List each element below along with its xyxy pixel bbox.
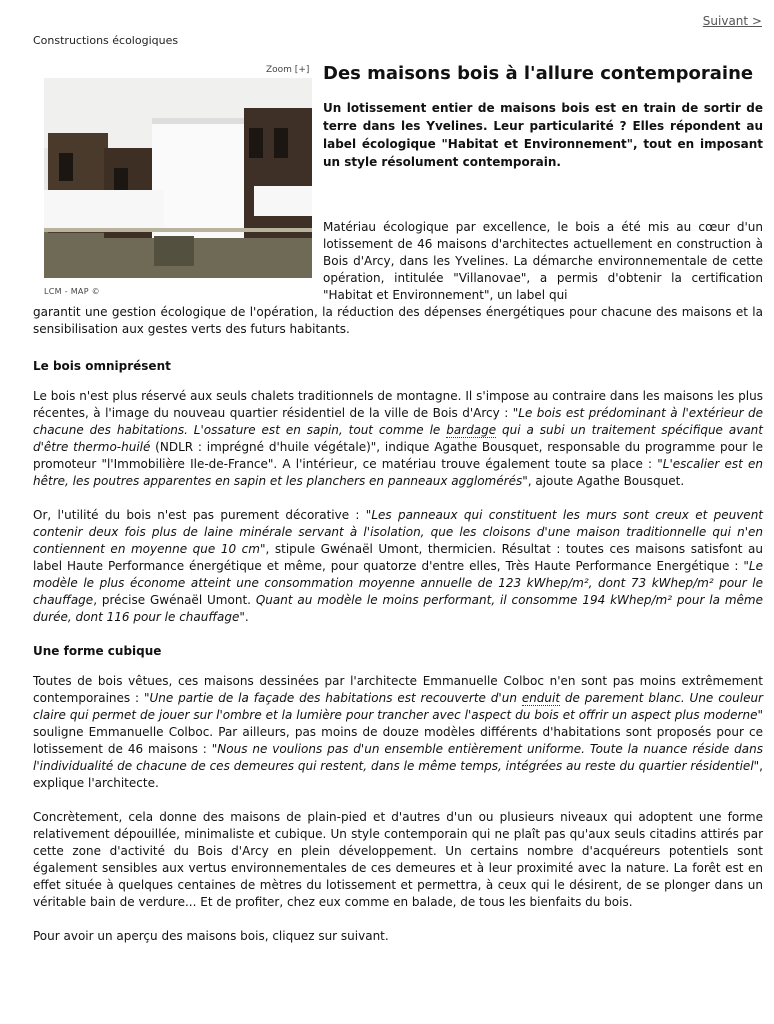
- intro-paragraph-end: garantit une gestion écologique de l'opération, la réduction des dépenses énergétiques pour chacune des maisons et la sensibilisation aux gestes verts des futurs habitants.: [33, 305, 763, 336]
- photo-credit: LCM - MAP ©: [44, 287, 100, 296]
- text-run: souligne Emmanuelle Colboc. Par ailleurs, pas moins de douze modèles différents d'habitations sont proposés pour ce lotissement de 46 maisons :: [33, 725, 763, 756]
- quote-run: "L'escalier est en hêtre, les poutres apparentes en sapin et les planchers en panneaux agglomérés": [33, 457, 764, 488]
- text-run: (NDLR : imprégné d'huile végétale)", indique Agathe Bousquet, responsable du programme pour le promoteur "l'Immobilière Ile-de-France". A l'intérieur, ce matériau trouve également toute sa place :: [33, 440, 763, 471]
- next-link[interactable]: Suivant >: [702, 14, 762, 28]
- article-photo[interactable]: [44, 78, 312, 278]
- quote-run: Quant au modèle le moins performant, il consomme 194 kWhep/m² pour la même durée, dont 116 pour le chauffage": [33, 593, 763, 624]
- quote-run: "Une partie de la façade des habitations est recouverte d'un: [143, 691, 522, 705]
- section-heading-cubic: Une forme cubique: [33, 644, 162, 658]
- quote-run: "Nous ne voulions pas d'un ensemble entièrement uniforme. Toute la nuance réside dans l'individualité de chacune de ces demeures qui restent, dans le même temps, intégrées au reste du quartier résidentiel": [33, 742, 763, 773]
- quote-run: "Les panneaux qui constituent les murs sont creux et peuvent contenir deux fois plus de laine minérale servant à l'isolation, que les cloisons d'une maison traditionnelle qui n'en contiennent en moyenne que 10 cm": [33, 508, 763, 556]
- text-run: , explique l'architecte.: [33, 759, 763, 790]
- quote-run: "Le modèle le plus économe atteint une consommation moyenne annuelle de 123 kWhep/m², dont 73 kWhep/m² pour le chauffage: [33, 559, 763, 607]
- zoom-link[interactable]: Zoom [+]: [266, 65, 310, 75]
- glossary-link-enduit[interactable]: enduit: [521, 691, 561, 705]
- paragraph-cubic-1: [33, 673, 763, 792]
- category-label: Constructions écologiques: [33, 34, 179, 47]
- text-run: , stipule Gwénaël Umont, thermicien. Résultat : toutes ces maisons satisfont au label Haute Performance énergétique et même, pour quatorze d'entre elles, Très Haute Performance Energétique :: [33, 542, 763, 573]
- glossary-link-bardage[interactable]: bardage: [446, 423, 497, 437]
- quote-run: de parement blanc. Une couleur claire qui permet de jouer sur l'ombre et la lumière pour trancher avec l'aspect du bois et offrir un aspect plus moderne": [33, 691, 763, 722]
- paragraph-cubic-3: Pour avoir un aperçu des maisons bois, cliquez sur suivant.: [33, 929, 389, 943]
- text-run: , ajoute Agathe Bousquet.: [527, 474, 685, 488]
- quote-run: qui a subi un traitement spécifique avant d'être thermo-huilé: [33, 423, 763, 454]
- paragraph-wood-1: [33, 388, 763, 490]
- section-heading-wood: Le bois omniprésent: [33, 359, 171, 373]
- paragraph-cubic-2: Concrètement, cela donne des maisons de plain-pied et d'autres d'un ou plusieurs niveaux qui adoptent une forme relativement dépouillée, minimaliste et cubique. Un style contemporain qui ne plaît pas qu'aux seuls citadins attirés par cette zone d'activité du Bois d'Arcy en plein développement. Un certains nombre d'acquéreurs potentiels sont également sensibles aux vertus environnementales de ces demeures et à leur proximité avec la nature. La forêt est en effet située à quelques centaines de mètres du lotissement et permettra, à ceux qui le désirent, de se plonger dans un véritable bain de verdure... Et de profiter, chez eux comme en balade, de tous les bienfaits du bois.: [33, 810, 763, 909]
- house-photo-illustration: [44, 78, 312, 278]
- paragraph-wood-2: [33, 507, 763, 626]
- intro-paragraph-start: Matériau écologique par excellence, le bois a été mis au cœur d'un lotissement de 46 maisons d'architectes actuellement en construction à Bois d'Arcy, dans les Yvelines. La démarche environnementale de cette opération, intitulée "Villanovae", a permis d'obtenir la certification "Habitat et Environnement", un label qui: [323, 220, 763, 302]
- text-run: .: [244, 610, 249, 624]
- text-run: Or, l'utilité du bois n'est pas purement décorative :: [33, 508, 366, 522]
- text-run: Toutes de bois vêtues, ces maisons dessinées par l'architecte Emmanuelle Colboc n'en sont pas moins extrêmement contemporaines :: [33, 674, 763, 705]
- article-body: [33, 358, 763, 962]
- text-run: Le bois n'est plus réservé aux seuls chalets traditionnels de montagne. Il s'impose au contraire dans les maisons les plus récentes, à l'image du nouveau quartier résidentiel de la ville de Bois d'Arcy :: [33, 389, 763, 420]
- text-run: , précise Gwénaël Umont.: [93, 593, 256, 607]
- article-lead: Un lotissement entier de maisons bois est en train de sortir de terre dans les Yvelines. Leur particularité ? Elles répondent au label écologique "Habitat et Environnement", tout en imposant un style résolument contemporain.: [323, 101, 763, 169]
- article-title: Des maisons bois à l'allure contemporaine: [323, 63, 754, 84]
- quote-run: "Le bois est prédominant à l'extérieur de chacune des habitations. L'ossature est en sapin, tout comme le: [33, 406, 763, 437]
